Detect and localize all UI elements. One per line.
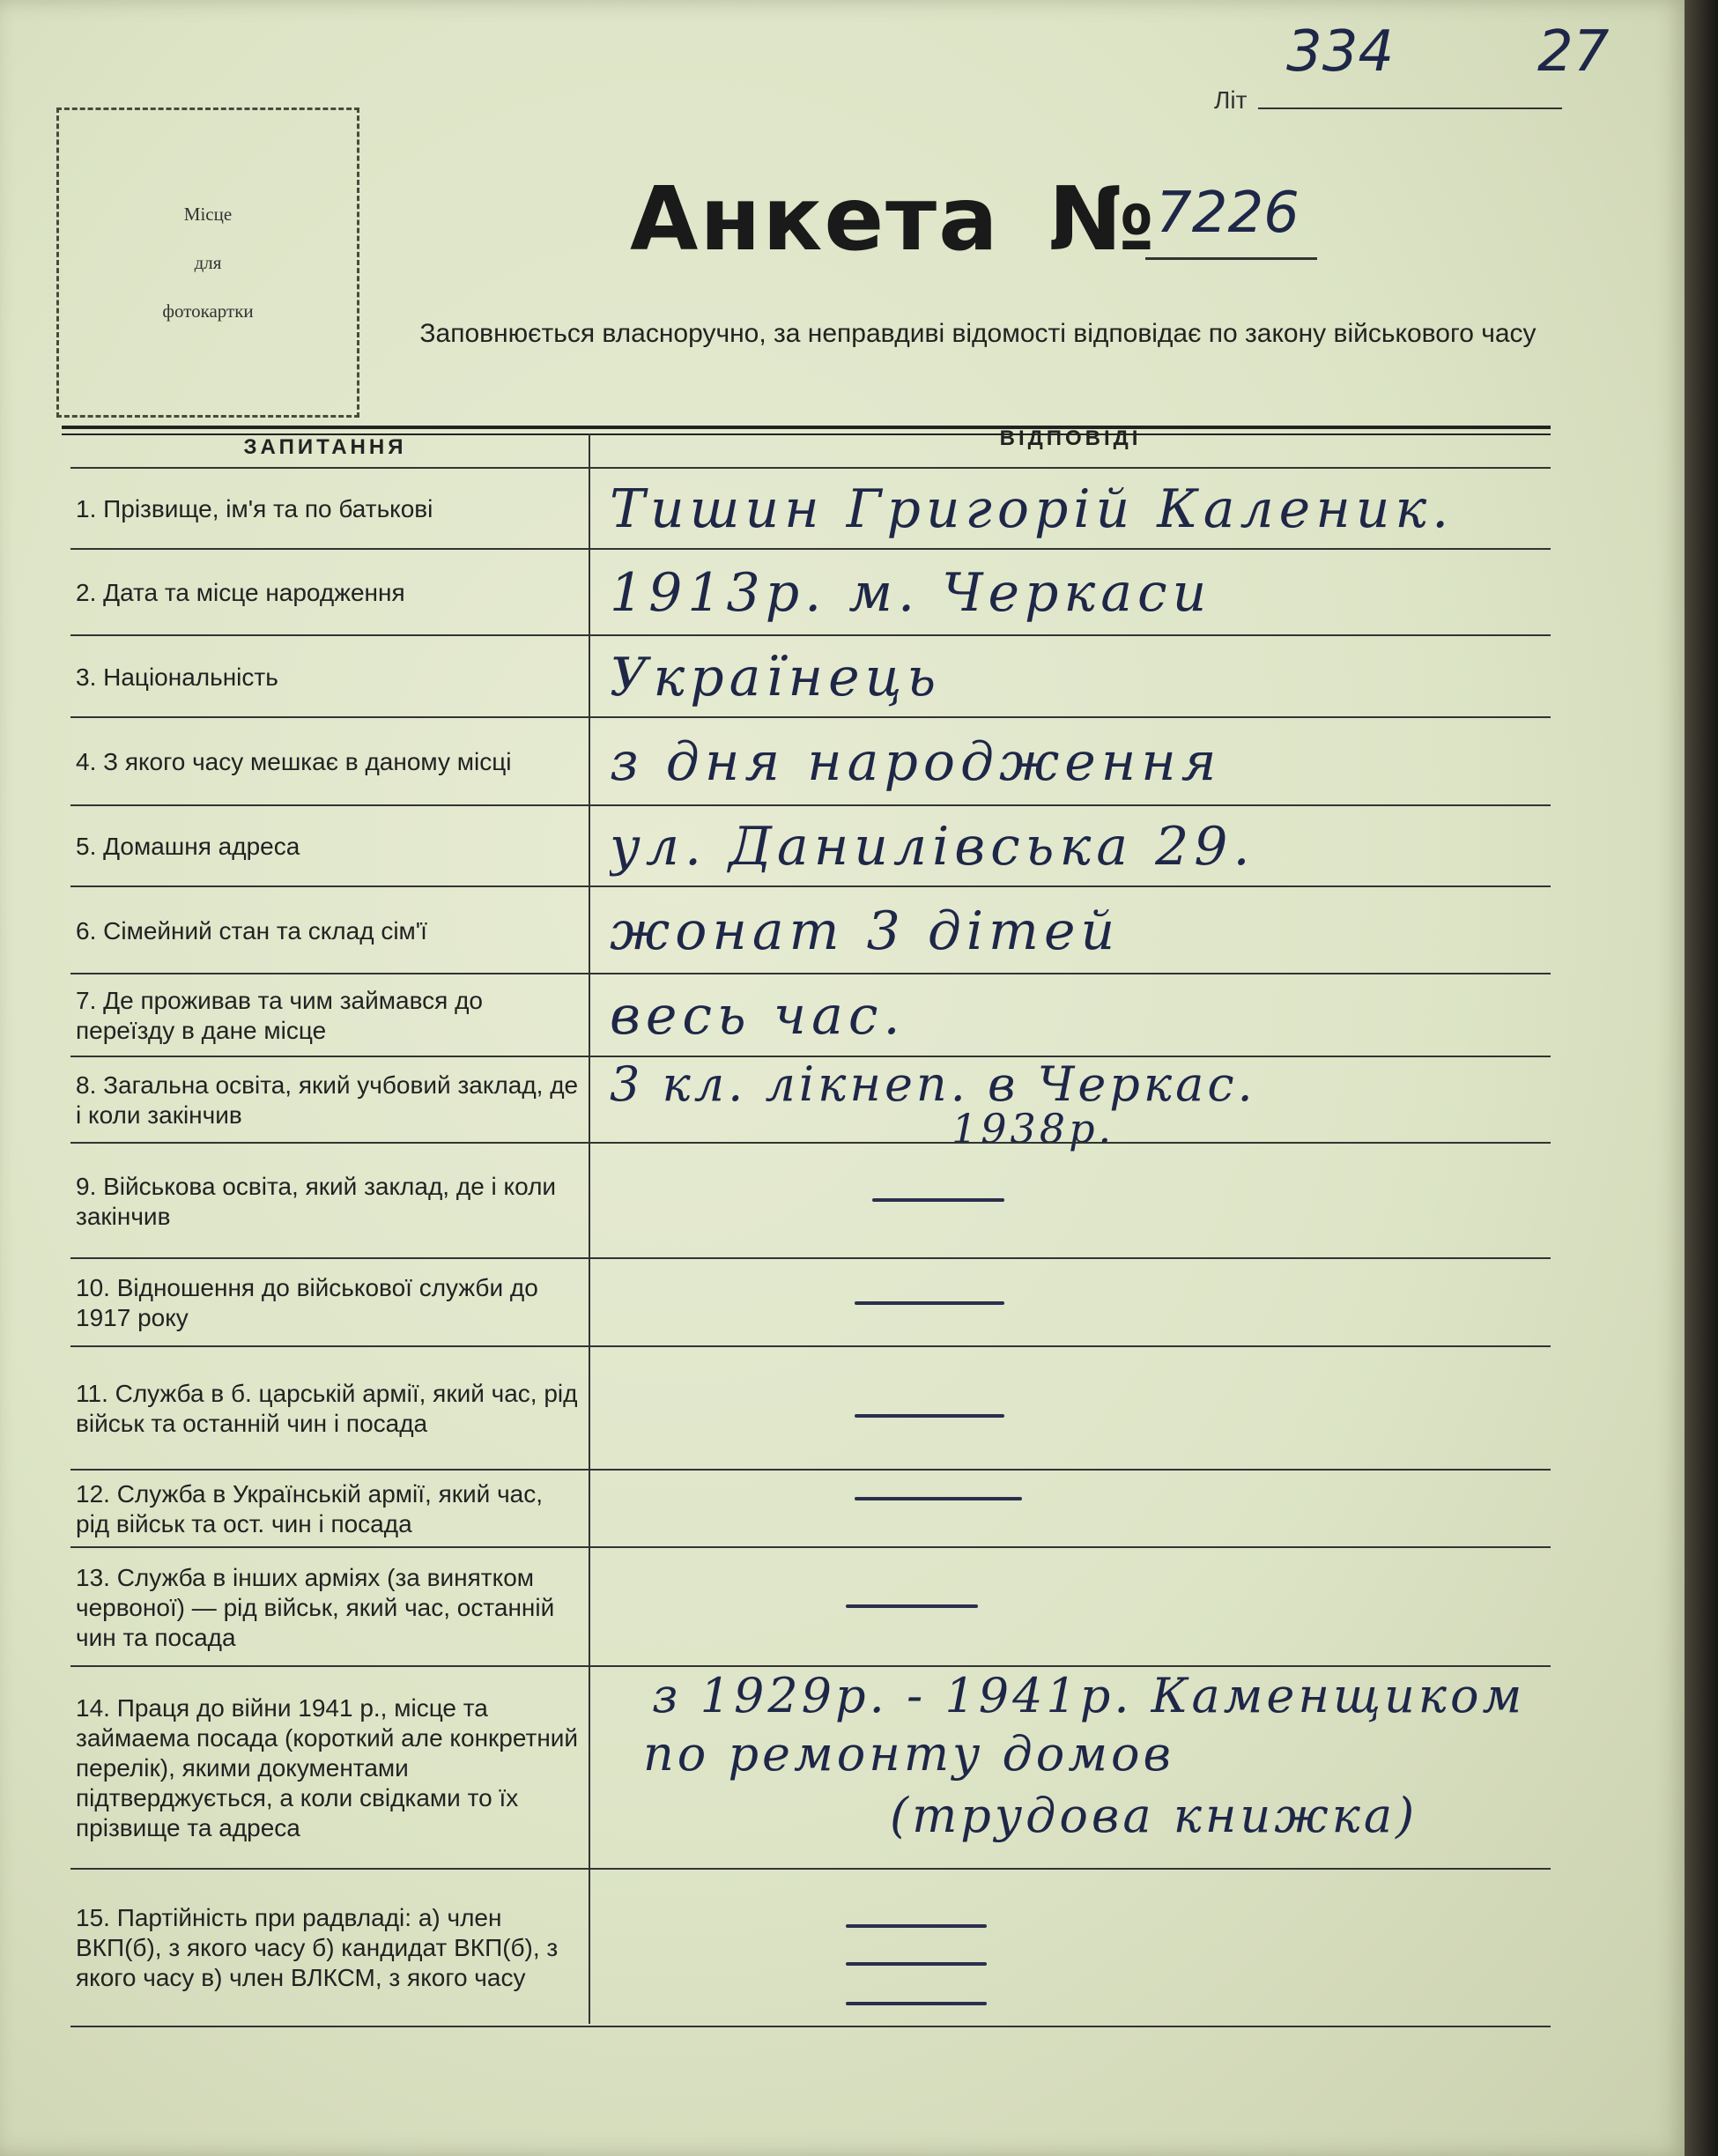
empty-answer-dash — [872, 1198, 1004, 1202]
table-row — [70, 467, 1551, 550]
lit-number-2: 27 — [1537, 19, 1610, 85]
question-text: 8. Загальна освіта, який учбовий заклад, де і коли закінчив — [76, 1071, 579, 1129]
answer-text: жонат 3 дітей — [610, 900, 1121, 962]
question-text: 1. Прізвище, ім'я та по батькові — [76, 495, 433, 522]
question-text: 3. Національність — [76, 663, 278, 691]
question-text: 15. Партійність при радвладі: а) член ВКП(б), з якого часу б) кандидат ВКП(б), з якого часу в) член ВЛКСМ, з якого часу — [76, 1903, 559, 1991]
table-row — [70, 716, 1551, 806]
table-row — [70, 804, 1551, 887]
photo-label-line-1: Місце — [183, 203, 233, 225]
question-text: 12. Служба в Українській армії, який час, рід військ та ост. чин і посада — [76, 1480, 544, 1537]
lit-label: Літ — [1214, 86, 1248, 114]
table-row — [70, 1056, 1551, 1152]
question-text: 9. Військова освіта, який заклад, де і коли закінчив — [76, 1172, 557, 1230]
photo-placeholder — [56, 107, 359, 418]
question-text: 6. Сімейний стан та склад сім'ї — [76, 916, 427, 945]
form-title: Анкета — [630, 167, 1000, 270]
table-row — [70, 1345, 1551, 1471]
answer-text: весь час. — [610, 985, 906, 1047]
question-text: 4. З якого часу мешкає в даному місці — [76, 748, 512, 775]
answer-text: ул. Данилівська 29. — [610, 816, 1255, 878]
question-text: 14. Праця до війни 1941 р., місце та займаема посада (короткий але конкретний перелік), якими документами підтверджується, а коли свідками то їх прізвище та адреса — [76, 1694, 579, 1841]
photo-label-line-3: фотокартки — [162, 300, 254, 322]
empty-answer-dash — [846, 2002, 987, 2005]
answer-text-line-1: 3 кл. лікнеп. в Черкас. — [610, 1056, 1256, 1112]
table-row — [70, 1665, 1551, 1870]
table-row — [70, 973, 1551, 1057]
table-row — [70, 1142, 1551, 1259]
empty-answer-dash — [855, 1414, 1004, 1418]
answer-text-line-2: 1938р. — [952, 1105, 1115, 1152]
question-text: 10. Відношення до військової служби до 1917 року — [76, 1274, 538, 1331]
answer-text: 1913р. м. Черкаси — [610, 562, 1212, 624]
empty-answer-dash — [846, 1604, 978, 1608]
empty-answer-dash — [846, 1924, 987, 1928]
photo-label-line-2: для — [194, 251, 222, 273]
empty-answer-dash — [846, 1962, 987, 1966]
page-edge-shadow — [1685, 0, 1718, 2156]
question-text: 7. Де проживав та чим займався до переїзду в дане місце — [76, 987, 483, 1044]
table-row — [70, 1469, 1551, 1548]
empty-answer-dash — [855, 1301, 1004, 1305]
number-sign: № — [1048, 167, 1155, 270]
table-row — [70, 1868, 1551, 2027]
answer-text-line-1: з 1929р. - 1941р. Каменщиком — [652, 1668, 1526, 1723]
form-number-underline — [1145, 257, 1317, 260]
answer-text: з дня народження — [610, 731, 1222, 793]
table-row — [70, 1257, 1551, 1347]
lit-underline — [1258, 107, 1562, 109]
table-row — [70, 885, 1551, 974]
answer-text: Тишин Григорій Каленик. — [610, 478, 1455, 540]
questions-column-header: ЗАПИТАННЯ — [243, 435, 407, 459]
answer-text-line-2: по ремонту домов — [643, 1726, 1174, 1782]
question-text: 5. Домашня адреса — [76, 833, 300, 860]
question-text: 2. Дата та місце народження — [76, 579, 405, 606]
answers-column-header: ВІДПОВІДІ — [999, 426, 1142, 450]
answer-text: Українець — [610, 646, 942, 708]
lit-number-1: 334 — [1286, 19, 1395, 85]
form-number: 7226 — [1156, 181, 1300, 246]
question-text: 11. Служба в б. царській армії, який час, рід військ та останній чин і посада — [76, 1380, 578, 1437]
table-row — [70, 548, 1551, 636]
answer-text-line-3: (трудова книжка) — [890, 1788, 1418, 1843]
table-row — [70, 1546, 1551, 1667]
question-text: 13. Служба в інших арміях (за винятком червоної) — рід військ, який час, останній чин та посада — [76, 1563, 555, 1651]
table-row — [70, 634, 1551, 718]
form-subtitle: Заповнюється власноручно, за неправдиві відомості відповідає по закону військового часу — [419, 319, 1537, 348]
empty-answer-dash — [855, 1497, 1022, 1500]
